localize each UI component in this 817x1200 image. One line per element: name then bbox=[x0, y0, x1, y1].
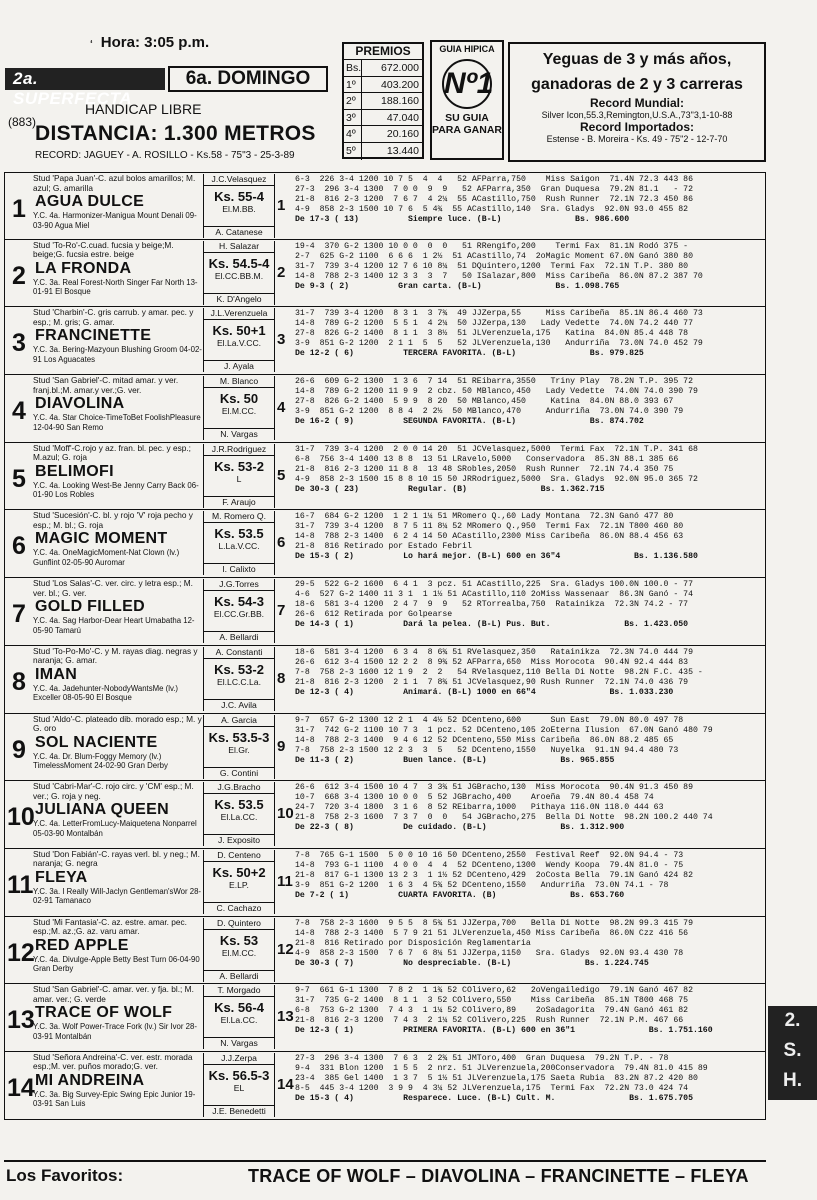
race-line: 3-9 851 G-2 1200 1 6 3 4 5¾ 52 DCenteno,1550 Andurriña 73.0N 74.1 - 78 bbox=[295, 880, 669, 890]
race-line: 26-6 612 3-4 1500 10 4 7 3 3¾ 51 JGBracho,130 Miss Morocota 90.4N 91.3 450 89 bbox=[295, 783, 693, 793]
horse-name: FLEYA bbox=[35, 868, 88, 886]
pedigree: Y.C. 4a. Harmonizer-Manigua Mount Denali 09-03-90 Agua Miel bbox=[33, 211, 197, 230]
race-header bbox=[0, 0, 817, 172]
weight: Ks. 55-4 bbox=[214, 189, 264, 204]
post-number-small: 5 bbox=[277, 466, 286, 484]
summary-line: De 11-3 ( 2) Buen lance. (B-L) Bs. 965.855 bbox=[295, 755, 615, 765]
post-number-small: 6 bbox=[277, 534, 286, 552]
weight: Ks. 53 bbox=[219, 932, 259, 948]
jockey-name: T. Morgado bbox=[204, 985, 274, 997]
tick-mark-icon: ‘ bbox=[90, 39, 93, 50]
pedigree: Y.C. 3a. Bering-Mazyoun Blushing Groom 04-02-91 Los Aguacates bbox=[33, 345, 202, 364]
weight: Ks. 56.5-3 bbox=[208, 1067, 270, 1083]
superfecta-badge: 2a. SUPERFECTA bbox=[5, 68, 165, 90]
jockey-info bbox=[203, 511, 275, 575]
race-line: 6-8 756 3-4 1400 13 8 8 13 51 LRavelo,5000 Conservadora 85.3N 88.1 385 66 bbox=[295, 454, 679, 464]
race-line: 27-3 296 3-4 1300 7 6 3 2 2¾ 51 JMToro,400 Gran Duquesa 79.2N T.P. - 78 bbox=[295, 1053, 669, 1063]
jockey-name: A. Constanti bbox=[204, 647, 274, 659]
premios-row: 2º 188.160 bbox=[344, 93, 422, 110]
summary-line: De 12-2 ( 6) TERCERA FAVORITA. (B-L) Bs. 979.825 bbox=[295, 349, 644, 359]
trainer-gear: El.La.CC. bbox=[220, 812, 258, 823]
jockey-info bbox=[203, 174, 275, 238]
race-line: 31-7 739 3-4 1200 8 7 5 11 8¼ 52 MRomero Q.,950 Termi Fax 72.1N T800 460 80 bbox=[295, 522, 684, 532]
pedigree: Y.C. 3a. Real Forest-North Singer Far North 13-01-91 El Bosque bbox=[33, 277, 198, 297]
past-performances bbox=[295, 919, 765, 969]
race-line: 7-8 758 2-3 1600 9 5 5 8 5¾ 51 JJZerpa,700 Bella Di Notte 98.2N 99.3 415 79 bbox=[295, 918, 693, 928]
trainer-name: J.E. Benedetti bbox=[204, 1105, 274, 1116]
past-performances bbox=[295, 175, 765, 225]
trainer-gear: El.M.CC. bbox=[221, 406, 257, 417]
stud-colors: Stud 'Moff'-C.rojo y az. fran. bl. pec. y esp.; M.azul; G. roja bbox=[33, 442, 191, 463]
horse-entry bbox=[4, 781, 766, 849]
horse-entry bbox=[4, 646, 766, 714]
race-line: 9-7 657 G-2 1300 12 2 1 4 4½ 52 DCenteno,600 Sun East 79.0N 80.0 497 78 bbox=[295, 715, 684, 725]
pedigree: Y.C. 4a. OneMagicMoment-Nat Clown (lv.) Gunflint 02-05-90 Auromar bbox=[33, 548, 180, 567]
numero-uno-icon: Nº1 bbox=[442, 59, 492, 109]
past-performances bbox=[295, 1054, 765, 1104]
horse-entry bbox=[4, 172, 766, 240]
horse-entry bbox=[4, 510, 766, 578]
trainer-name: N. Vargas bbox=[204, 1037, 274, 1048]
weight: Ks. 54.5-4 bbox=[208, 255, 270, 271]
jockey-name: H. Salazar bbox=[204, 241, 274, 253]
post-number: 13 bbox=[7, 1006, 35, 1035]
horse-name: FRANCINETTE bbox=[35, 327, 152, 345]
horse-name: IMAN bbox=[35, 665, 78, 683]
trainer-name: C. Cachazo bbox=[204, 902, 274, 913]
weight: Ks. 53-2 bbox=[214, 458, 264, 474]
post-number: 10 bbox=[7, 803, 35, 832]
post-number: 4 bbox=[12, 397, 26, 426]
summary-line: De 9-3 ( 2) Gran carta. (B-L) Bs. 1.098.765 bbox=[295, 281, 620, 291]
jockey-info bbox=[203, 850, 275, 914]
stud-colors: Stud 'Sucesión'-C. bl. y rojo 'V' roja pecho y esp.; M. bl.; G. roja bbox=[33, 510, 193, 530]
race-line: 14-8 788 2-3 1400 9 4 6 12 52 DCenteno,550 Miss Caribeña 86.0N 88.2 485 65 bbox=[295, 735, 674, 745]
race-line: 27-3 296 3-4 1300 7 0 0 9 9 52 AFParra,350 Gran Duquesa 79.2N 81.1 - 72 bbox=[295, 185, 693, 194]
race-line: 21-8 816 Retirado por Disposición Reglamentaria bbox=[295, 938, 531, 948]
weight: Ks. 53.5-3 bbox=[208, 729, 270, 745]
race-line: 19-4 370 G-2 1300 10 0 0 0 0 51 RRengifo,200 Termi Fax 81.1N Rodó 375 - bbox=[295, 241, 689, 251]
horse-name: MI ANDREINA bbox=[35, 1071, 145, 1089]
summary-line: De 15-3 ( 4) Resparece. Luce. (B-L) Cult. M. Bs. 1.675.705 bbox=[295, 1093, 693, 1103]
race-line: 18-6 581 3-4 1200 6 3 4 8 6¾ 51 RVelasquez,350 Ratainikza 72.3N 74.0 444 79 bbox=[295, 647, 693, 657]
race-line: 14-8 788 2-3 1400 12 3 3 3 7 50 ISalazar,800 Miss Caribeña 86.0N 87.2 387 70 bbox=[295, 271, 703, 281]
jockey-info bbox=[203, 647, 275, 711]
race-line: 26-6 612 Retirada por Golpearse bbox=[295, 610, 453, 620]
horse-name: MAGIC MOMENT bbox=[35, 530, 168, 548]
race-line: 21-8 816 2-3 1200 2 1 1 7 8¾ 51 JCVelasquez,90 Rush Runner 72.1N 74.0 436 79 bbox=[295, 677, 689, 687]
race-line: 27-8 826 G-2 1400 8 1 1 3 8½ 51 JLVerenzuela,175 Katina 84.0N 85.4 448 78 bbox=[295, 329, 689, 339]
trainer-name: I. Calixto bbox=[204, 563, 274, 574]
race-line: 7-8 765 G-1 1500 5 0 0 10 16 50 DCenteno,2550 Festival Reef 92.0N 94.4 - 73 bbox=[295, 850, 684, 860]
trainer-name: K. D'Angelo bbox=[204, 293, 274, 304]
horse-entry bbox=[4, 578, 766, 646]
race-line: 21-8 816 2-3 1200 7 4 3 2 1¼ 52 COlivero,225 Rush Runner 72.1N P.M. 467 66 bbox=[295, 1016, 684, 1026]
race-line: 7-8 758 2-3 1500 12 2 3 3 5 52 DCenteno,1550 Nuyelka 91.1N 94.4 480 73 bbox=[295, 745, 679, 755]
post-number: 2 bbox=[12, 261, 26, 290]
trainer-gear: El.La.V.CC. bbox=[216, 338, 262, 349]
trainer-gear: El.M.CC. bbox=[221, 947, 257, 958]
post-number-small: 8 bbox=[277, 669, 286, 687]
past-performances bbox=[295, 309, 765, 359]
pedigree: Y.C. 3a. I Really Will-Jaclyn Gentleman'sWor 28-02-91 Tamanaco bbox=[33, 886, 202, 906]
post-number: 6 bbox=[12, 532, 26, 561]
jockey-info bbox=[203, 1053, 275, 1117]
jockey-info bbox=[203, 444, 275, 508]
horse-entry bbox=[4, 375, 766, 443]
race-line: 10-7 668 3-4 1300 10 0 0 5 52 JGBracho,400 Aroeña 79.4N 80.4 458 74 bbox=[295, 793, 654, 803]
race-line: 31-7 739 3-4 1200 12 7 6 10 8¼ 51 DQuintero,1200 Termi Fax 72.1N T.P. 380 80 bbox=[295, 261, 689, 271]
trainer-name: J. Ayala bbox=[204, 360, 274, 371]
entries-table bbox=[4, 172, 766, 1120]
post-number: 9 bbox=[12, 735, 26, 764]
jockey-name: D. Centeno bbox=[204, 850, 274, 862]
pedigree: Y.C. 4a. Star Choice-TimeToBet FoolishPleasure 12-04-90 San Remo bbox=[33, 413, 201, 432]
post-number: 12 bbox=[7, 938, 35, 967]
weight: Ks. 50+1 bbox=[212, 323, 266, 339]
race-line: 4-9 858 2-3 1500 15 8 8 10 15 50 JRRodriguez,5000 Sra. Gladys 92.0N 95.0 365 72 bbox=[295, 474, 698, 484]
post-number-small: 9 bbox=[277, 737, 286, 755]
horse-entry bbox=[4, 849, 766, 917]
jockey-name: M. Romero Q. bbox=[204, 511, 274, 523]
post-number-small: 1 bbox=[277, 197, 286, 214]
race-line: 4-9 858 2-3 1500 7 6 7 6 8¼ 51 JJZerpa,1150 Sra. Gladys 92.0N 93.4 430 78 bbox=[295, 948, 684, 958]
post-number-small: 13 bbox=[277, 1008, 294, 1026]
stud-colors: Stud 'Charbin'-C. gris carrub. y amar. pec. y esp.; M. gris; G. amar. bbox=[33, 307, 194, 327]
horse-name: LA FRONDA bbox=[35, 259, 132, 277]
summary-line: De 17-3 ( 13) Siempre luce. (B-L) Bs. 986.600 bbox=[295, 215, 630, 224]
horse-name: JULIANA QUEEN bbox=[35, 801, 169, 819]
horse-name: RED APPLE bbox=[35, 936, 129, 954]
pedigree: Y.C. 3a. Wolf Power-Trace Fork (lv.) Sir Ivor 28-03-91 Montalbán bbox=[33, 1022, 197, 1041]
premios-row: 4º 20.160 bbox=[344, 126, 422, 143]
trainer-name: J. Exposito bbox=[204, 834, 274, 845]
race-number: (883) bbox=[8, 115, 37, 129]
past-performances bbox=[295, 512, 765, 562]
race-line: 21-8 816 2-3 1200 11 8 8 13 48 SRobles,2050 Rush Runner 72.1N 74.4 350 75 bbox=[295, 464, 674, 474]
favorites-footer bbox=[4, 1160, 766, 1190]
past-performances bbox=[295, 716, 765, 766]
race-line: 24-7 720 3-4 1800 3 1 6 8 52 REibarra,1000 Pithaya 116.0N 118.0 444 63 bbox=[295, 803, 664, 813]
race-conditions: Yeguas de 3 y más años, ganadoras de 2 y 3 carreras Record Mundial: Silver Icon,55.3,Remington,U.S.A.,73"3,1-10-88 Record Importados: Estense - B. Moreira - Ks. 49 - 75"2 - 12-7-70 bbox=[508, 42, 766, 162]
jockey-info bbox=[203, 376, 275, 440]
horse-name: BELIMOFI bbox=[35, 462, 114, 480]
stud-colors: Stud 'Mi Fantasia'-C. az. estre. amar. pec. esp.;M. az.;G. az. varu amar. bbox=[33, 916, 187, 937]
summary-line: De 30-3 ( 7) No despreciable. (B-L) Bs. 1.224.745 bbox=[295, 958, 649, 968]
jockey-name: J.G.Bracho bbox=[204, 782, 274, 794]
horse-entry bbox=[4, 714, 766, 782]
race-line: 4-6 527 G-2 1400 11 3 1 1 1½ 51 ACastillo,110 2oMiss Wassenaar 86.3N Ganó - 74 bbox=[295, 590, 693, 600]
trainer-name: J.C. Avila bbox=[204, 699, 274, 710]
stud-colors: Stud 'San Gabriel'-C. mitad amar. y ver. franj.bl.;M. amar.y ver.;G. ver. bbox=[33, 375, 179, 395]
jockey-name: J.J.Zerpa bbox=[204, 1053, 274, 1065]
stud-colors: Stud 'San Gabriel'-C. amar. ver. y fja. bl.; M. amar. ver.; G. verde bbox=[33, 984, 194, 1004]
post-number: 11 bbox=[7, 870, 34, 899]
post-number: 8 bbox=[12, 667, 26, 696]
race-line: 21-8 816 Retirado por Estado Febril bbox=[295, 542, 472, 552]
horse-name: GOLD FILLED bbox=[35, 598, 145, 616]
pedigree: Y.C. 4a. Divulge-Apple Betty Best Turn 06-04-90 Gran Derby bbox=[33, 954, 200, 974]
horse-entry bbox=[4, 443, 766, 511]
race-line: 18-6 581 3-4 1200 2 4 7 9 9 52 RTorrealba,750 Ratainikza 72.3N 74.2 - 77 bbox=[295, 600, 689, 610]
horse-entry bbox=[4, 917, 766, 985]
jockey-info bbox=[203, 715, 275, 779]
weight: Ks. 53.5 bbox=[214, 797, 264, 813]
race-line: 31-7 739 3-4 1200 8 3 1 3 7¾ 49 JJZerpa,55 Miss Caribeña 85.1N 86.4 460 73 bbox=[295, 309, 703, 319]
jockey-name: J.L.Verenzuela bbox=[204, 308, 274, 320]
jockey-name: M. Blanco bbox=[204, 376, 274, 388]
past-performances bbox=[295, 377, 765, 427]
race-line: 2-7 625 G-2 1100 6 6 6 1 2½ 51 ACastillo,74 2oMagic Moment 67.0N Ganó 380 80 bbox=[295, 251, 693, 261]
stud-colors: Stud 'Don Fabián'-C. rayas verl. bl. y neg.; M. naranja; G. negra bbox=[33, 848, 200, 869]
stud-colors: Stud 'Señora Andreina'-C. ver. estr. morada esp.;M. ver. puños morado;G. ver. bbox=[33, 1051, 193, 1072]
weight: Ks. 54-3 bbox=[214, 594, 264, 610]
jockey-info bbox=[203, 985, 275, 1049]
weight: Ks. 50 bbox=[219, 391, 259, 407]
race-line: 6-3 226 3-4 1200 10 7 5 4 4 52 AFParra,750 Miss Saigon 71.4N 72.3 443 86 bbox=[295, 175, 693, 184]
race-distance: DISTANCIA: 1.300 METROS bbox=[35, 122, 316, 145]
premios-row: Bs. 672.000 bbox=[344, 60, 422, 77]
stud-colors: Stud 'Papa Juan'-C. azul bolos amarillos; M. azul; G. amarilla bbox=[33, 173, 196, 193]
premios-title: PREMIOS bbox=[344, 44, 422, 60]
horse-name: TRACE OF WOLF bbox=[35, 1004, 173, 1022]
race-line: 8-5 445 3-4 1200 3 9 9 4 3¼ 52 JLVerenzuela,175 Termi Fax 72.2N 73.0 424 74 bbox=[295, 1083, 689, 1093]
race-line: 6-8 753 G-2 1300 7 4 3 1 1¼ 52 COlivero,89 2oSadagorita 79.4N Ganó 461 82 bbox=[295, 1006, 689, 1016]
past-performances bbox=[295, 783, 765, 833]
summary-line: De 12-3 ( 4) Animará. (B-L) 1000 en 66"4 Bs. 1.033.230 bbox=[295, 687, 674, 697]
pedigree: Y.C. 4a. Sag Harbor-Dear Heart Umabatha 12-05-90 Tamarú bbox=[33, 616, 195, 635]
trainer-name: A. Bellardi bbox=[204, 631, 274, 642]
post-number-small: 3 bbox=[277, 331, 286, 349]
race-line: 23-4 385 Gel 1400 1 3 7 5 1½ 51 JLVerenzuela,175 Saeta Rubia 83.2N 87.2 420 80 bbox=[295, 1073, 698, 1083]
race-line: 21-8 758 2-3 1600 7 3 7 0 0 54 JGBracho,275 Bella Di Notte 98.2N 100.2 440 74 bbox=[295, 813, 713, 823]
past-performances bbox=[295, 242, 765, 292]
jockey-name: J.R.Rodriguez bbox=[204, 444, 274, 456]
trainer-gear: El.LC.C.La. bbox=[217, 676, 261, 687]
horse-name: AGUA DULCE bbox=[35, 193, 145, 210]
post-number-small: 11 bbox=[277, 872, 293, 890]
race-line: 4-9 858 2-3 1500 10 7 6 5 4¾ 55 ACastillo,140 Sra. Gladys 92.0N 93.0 455 82 bbox=[295, 205, 689, 214]
trainer-gear: El.CC.Gr.BB. bbox=[213, 609, 265, 620]
pedigree: Y.C. 3a. Big Survey-Epic Swing Epic Junior 19-03-91 San Luis bbox=[33, 1089, 196, 1109]
horse-entry bbox=[4, 984, 766, 1052]
race-time: ‘ Hora: 3:05 p.m. bbox=[90, 34, 210, 51]
guia-hipica-logo: GUIA HIPICA Nº1 SU GUIA PARA GANAR bbox=[430, 40, 504, 160]
race-line: 14-8 789 G-2 1200 11 9 9 2 cbz. 50 MBlanco,450 Lady Vedette 74.0N 74.0 390 79 bbox=[295, 387, 698, 397]
stud-colors: Stud 'To-Po-Mo'-C. y M. rayas diag. negras y naranja; G. amar. bbox=[33, 645, 198, 666]
race-line: 21-8 816 2-3 1200 7 6 7 4 2¼ 55 ACastillo,750 Rush Runner 72.1N 72.3 450 86 bbox=[295, 195, 693, 204]
stud-colors: Stud 'Aldo'-C. plateado dib. morado esp.; M. y G. oro bbox=[33, 713, 202, 733]
summary-line: De 16-2 ( 9) SEGUNDA FAVORITA. (B-L) Bs. 874.702 bbox=[295, 417, 644, 427]
race-line: 7-8 758 2-3 1600 12 1 9 2 2 54 RVelasquez,110 Bella Di Notte 98.2N F.C. 435 - bbox=[295, 667, 703, 677]
pedigree: Y.C. 4a. Looking West-Be Jenny Carry Back 06-01-90 Los Robles bbox=[33, 480, 199, 500]
weight: Ks. 56-4 bbox=[214, 1000, 264, 1016]
premios-row: 5º 13.440 bbox=[344, 143, 422, 160]
post-number-small: 4 bbox=[277, 399, 286, 417]
premios-row: 3º 47.040 bbox=[344, 110, 422, 127]
post-number: 3 bbox=[12, 329, 26, 358]
race-line: 31-7 735 G-2 1400 8 1 1 3 52 COlivero,550 Miss Caribeña 85.1N T800 468 75 bbox=[295, 996, 689, 1006]
race-line: 14-8 788 2-3 1400 5 7 9 21 51 JLVerenzuela,450 Miss Caribeña 86.0N Czz 416 56 bbox=[295, 928, 689, 938]
summary-line: De 22-3 ( 8) De cuidado. (B-L) Bs. 1.312.900 bbox=[295, 823, 625, 833]
post-number-small: 2 bbox=[277, 263, 286, 281]
summary-line: De 12-3 ( 1) PRIMERA FAVORITA. (B-L) 600 en 36"1 Bs. 1.751.160 bbox=[295, 1026, 713, 1036]
stud-colors: Stud 'Cabri-Mar'-C. rojo circ. y 'CM' esp.; M. ver.; G. roja y neg. bbox=[33, 781, 194, 801]
favorites-list: TRACE OF WOLF – DIAVOLINA – FRANCINETTE – FLEYA bbox=[248, 1166, 749, 1186]
jockey-name: A. Garcia bbox=[204, 715, 274, 727]
past-performances bbox=[295, 445, 765, 495]
jockey-info bbox=[203, 918, 275, 982]
race-line: 16-7 684 G-2 1200 1 2 1 1¼ 51 MRomero Q.,60 Lady Montana 72.3N Ganó 477 80 bbox=[295, 512, 674, 522]
post-number: 14 bbox=[7, 1073, 35, 1102]
weight: Ks. 50+2 bbox=[212, 864, 266, 880]
race-line: 26-6 609 G-2 1300 1 3 6 7 14 51 REibarra,3550 Triny Play 78.2N T.P. 395 72 bbox=[295, 377, 693, 387]
race-line: 14-8 793 G-1 1100 4 0 0 4 4 52 DCenteno,1300 Wendy Koopa 79.4N 81.0 - 75 bbox=[295, 860, 684, 870]
race-line: 26-6 612 3-4 1500 12 2 2 8 9¾ 52 AFParra,650 Miss Morocota 90.4N 92.4 444 83 bbox=[295, 657, 689, 667]
weight: Ks. 53-2 bbox=[214, 661, 264, 677]
favorites-label: Los Favoritos: bbox=[6, 1166, 124, 1185]
race-line: 3-9 851 G-2 1200 8 8 4 2 2½ 50 MBlanco,470 Andurriña 73.0N 74.0 390 79 bbox=[295, 407, 684, 417]
trainer-name: A. Bellardi bbox=[204, 970, 274, 981]
premios-row: 1º 403.200 bbox=[344, 77, 422, 94]
trainer-gear: El.M.BB. bbox=[222, 204, 256, 214]
side-tab: 2. S. H. bbox=[768, 1006, 817, 1100]
weight: Ks. 53.5 bbox=[214, 526, 264, 542]
jockey-name: J.C.Velasquez bbox=[204, 174, 274, 186]
post-number-small: 12 bbox=[277, 940, 294, 958]
past-performances bbox=[295, 580, 765, 630]
race-line: 3-9 851 G-2 1200 2 1 1 5 5 52 JLVerenzuela,130 Andurriña 73.0N 74.0 452 79 bbox=[295, 339, 703, 349]
past-performances bbox=[295, 648, 765, 698]
jockey-name: J.G.Torres bbox=[204, 579, 274, 591]
post-number: 7 bbox=[12, 600, 26, 629]
premios-box bbox=[342, 42, 424, 159]
horse-entry bbox=[4, 240, 766, 308]
trainer-gear: L bbox=[236, 473, 242, 484]
race-line: 14-8 788 2-3 1400 6 2 4 14 50 ACastillo,2300 Miss Caribeña 86.0N 88.4 456 63 bbox=[295, 532, 684, 542]
jockey-info bbox=[203, 308, 275, 372]
past-performances bbox=[295, 851, 765, 901]
post-number-small: 10 bbox=[277, 805, 294, 823]
summary-line: De 30-3 ( 23) Regular. (B) Bs. 1.362.715 bbox=[295, 484, 605, 494]
trainer-gear: L.La.V.CC. bbox=[218, 541, 260, 552]
trainer-gear: El.CC.BB.M. bbox=[214, 270, 264, 281]
post-number-small: 14 bbox=[277, 1075, 294, 1093]
trainer-gear: EL bbox=[233, 1082, 245, 1093]
stud-colors: Stud 'Los Salas'-C. ver. circ. y letra esp.; M. ver. bl.; G. ver. bbox=[33, 578, 193, 598]
jockey-info bbox=[203, 782, 275, 846]
race-line: 9-7 661 G-1 1300 7 8 2 1 1¾ 52 COlivero,62 2oVengailedigo 79.1N Ganó 467 82 bbox=[295, 986, 693, 996]
horse-entry bbox=[4, 307, 766, 375]
trainer-name: F. Araujo bbox=[204, 496, 274, 507]
race-line: 21-8 817 G-1 1300 13 2 3 1 1½ 52 DCenteno,429 2oCosta Bella 79.1N Ganó 424 82 bbox=[295, 870, 693, 880]
race-line: 31-7 739 3-4 1200 2 0 0 14 20 51 JCVelasquez,5000 Termi Fax 72.1N T.P. 341 68 bbox=[295, 444, 698, 454]
trainer-name: N. Vargas bbox=[204, 428, 274, 439]
post-number-small: 7 bbox=[277, 602, 286, 620]
jockey-info bbox=[203, 241, 275, 305]
summary-line: De 14-3 ( 1) Dará la pelea. (B-L) Pus. But. Bs. 1.423.050 bbox=[295, 620, 689, 630]
trainer-gear: El.La.CC. bbox=[220, 1015, 258, 1026]
post-number: 5 bbox=[12, 464, 26, 493]
race-line: 31-7 742 G-2 1100 10 7 3 1 pcz. 52 DCenteno,105 2oEterna Ilusion 67.0N Ganó 480 79 bbox=[295, 725, 713, 735]
pedigree: Y.C. 4a. Jadehunter-NobodyWantsMe (lv.) Exceller 08-05-90 El Bosque bbox=[33, 683, 179, 703]
jockey-name: D. Quintero bbox=[204, 918, 274, 930]
trainer-name: G. Contini bbox=[204, 767, 274, 778]
race-line: 27-8 826 G-2 1400 5 9 9 8 20 50 MBlanco,450 Katina 84.0N 88.0 393 67 bbox=[295, 397, 674, 407]
trainer-gear: E.LP. bbox=[229, 879, 249, 890]
horse-name: DIAVOLINA bbox=[35, 395, 125, 413]
race-line: 9-4 331 Blon 1200 1 5 5 2 nrz. 51 JLVerenzuela,200Conservadora 79.4N 81.0 415 89 bbox=[295, 1063, 708, 1073]
race-record: RECORD: JAGUEY - A. ROSILLO - Ks.58 - 75"3 - 25-3-89 bbox=[35, 150, 295, 161]
summary-line: De 7-2 ( 1) CUARTA FAVORITA. (B) Bs. 653.760 bbox=[295, 890, 625, 900]
trainer-gear: El.Gr. bbox=[228, 744, 250, 755]
horse-name: SOL NACIENTE bbox=[35, 733, 158, 751]
trainer-name: A. Catanese bbox=[204, 226, 274, 237]
pedigree: Y.C. 4a. Dr. Blum-Foggy Memory (lv.) TimelessMoment 24-02-90 Gran Derby bbox=[33, 751, 168, 770]
race-line: 14-8 789 G-2 1200 5 5 1 4 2¼ 50 JJZerpa,130 Lady Vedette 74.0N 74.2 440 77 bbox=[295, 319, 693, 329]
stud-colors: Stud 'To-Ro'-C.cuad. fucsia y beige;M. beige;G. fucsia estre. beige bbox=[33, 239, 174, 260]
past-performances bbox=[295, 986, 765, 1036]
jockey-info bbox=[203, 579, 275, 643]
race-day: 6a. DOMINGO bbox=[168, 66, 328, 92]
post-number: 1 bbox=[12, 195, 26, 223]
horse-entry bbox=[4, 1052, 766, 1120]
pedigree: Y.C. 4a. LetterFromLucy-Maiquetena Nonparrel 05-03-90 Montalbán bbox=[33, 819, 197, 838]
race-line: 29-5 522 G-2 1600 6 4 1 3 pcz. 51 ACastillo,225 Sra. Gladys 100.0N 100.0 - 77 bbox=[295, 580, 693, 590]
summary-line: De 15-3 ( 2) Lo hará mejor. (B-L) 600 en 36"4 Bs. 1.136.580 bbox=[295, 552, 698, 562]
race-type: HANDICAP LIBRE bbox=[85, 101, 202, 117]
